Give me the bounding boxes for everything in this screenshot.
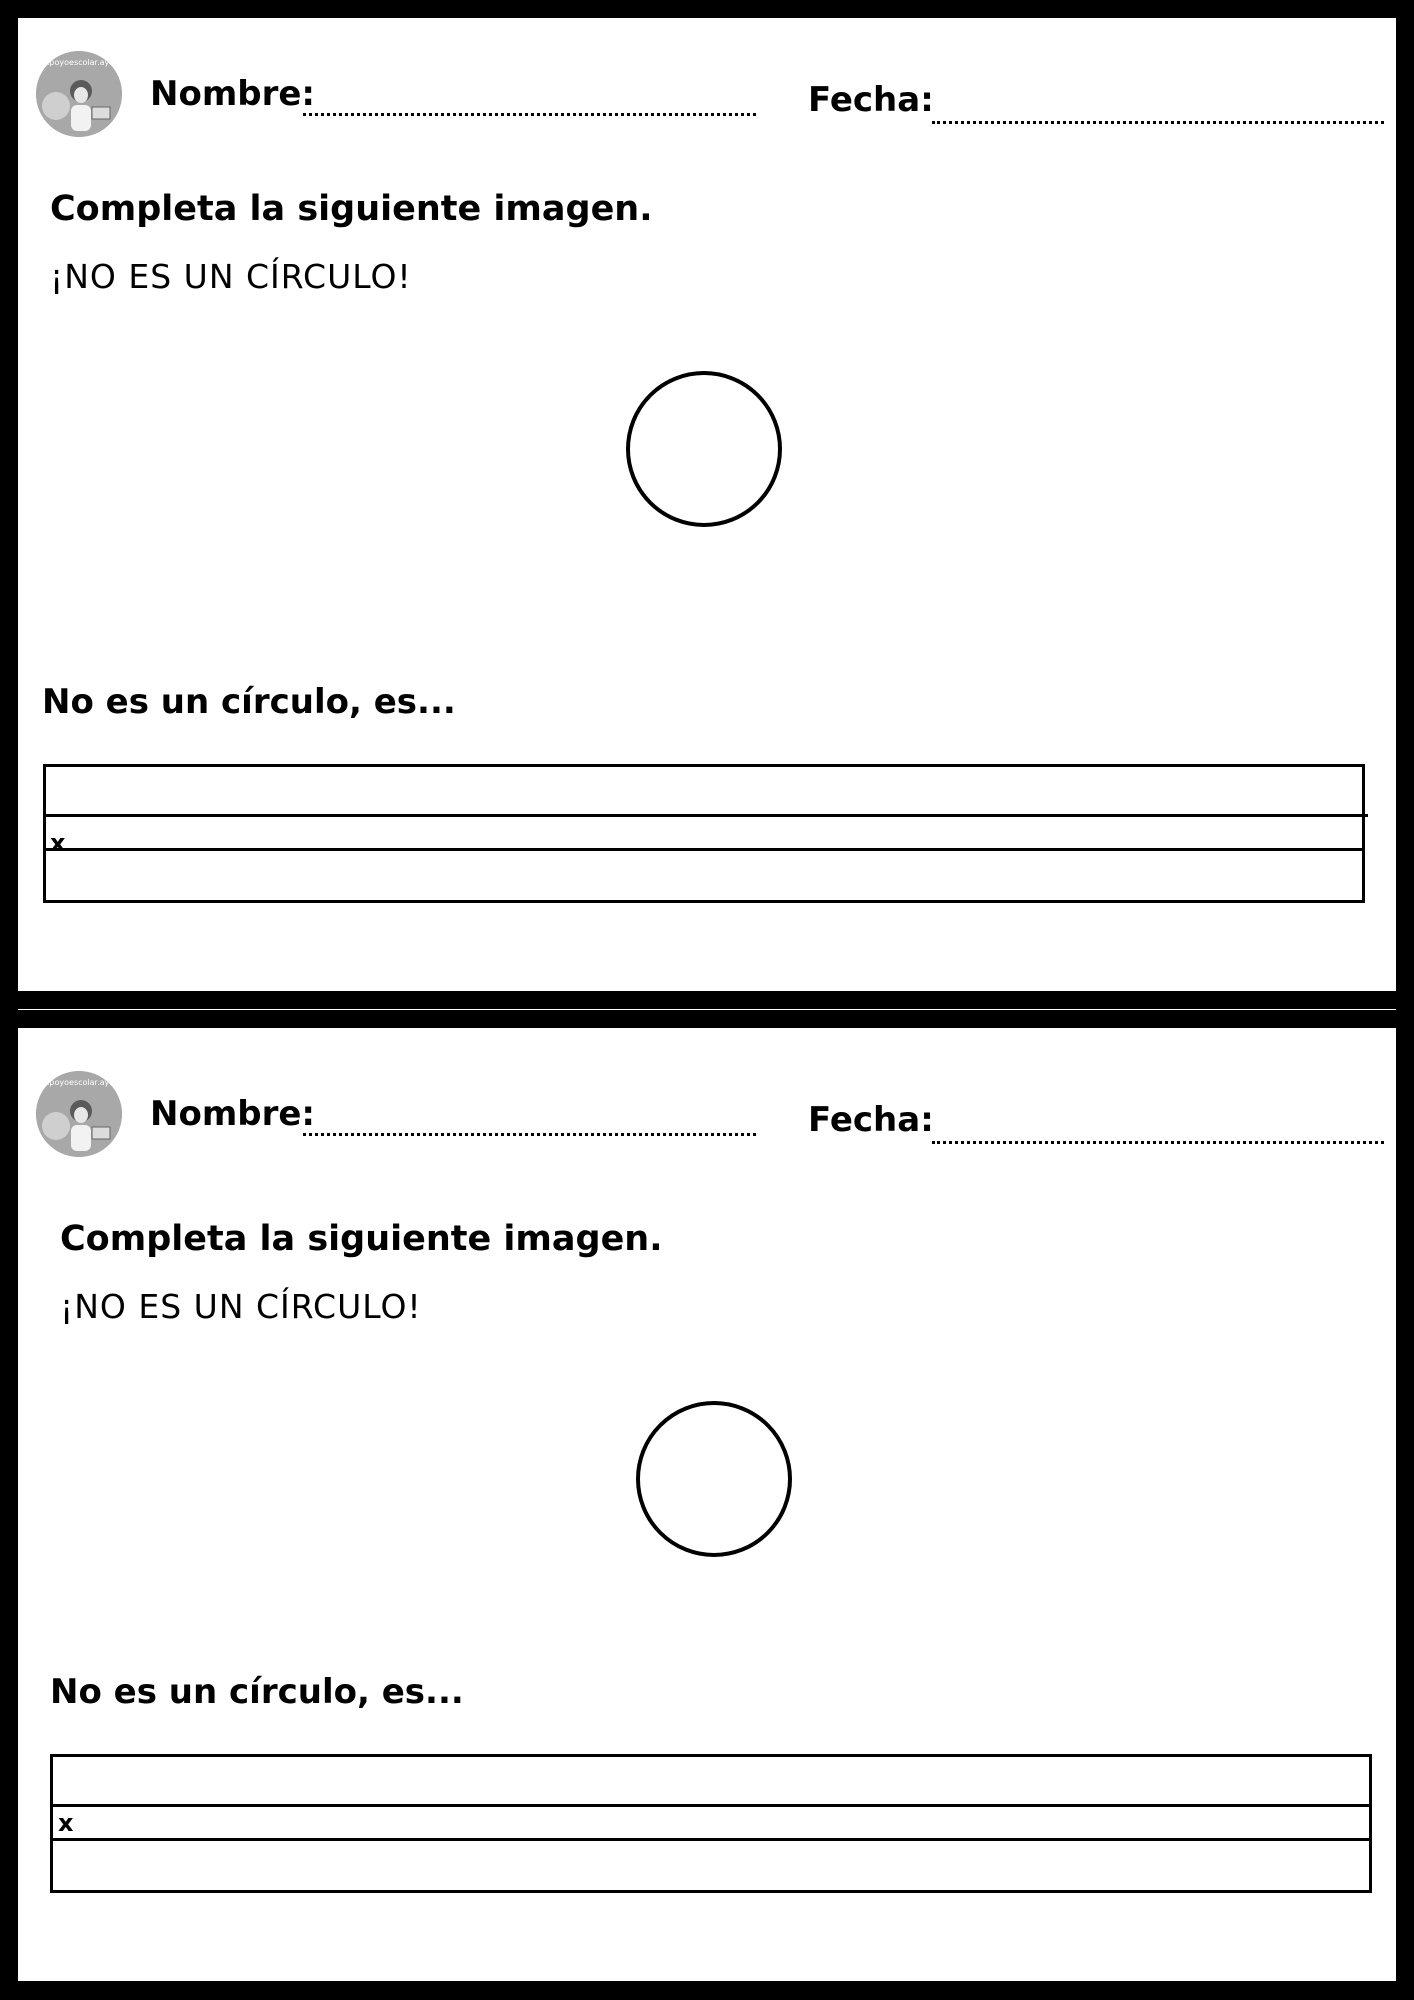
author-logo (36, 1071, 122, 1157)
writing-guide-line-top (43, 814, 1368, 817)
fecha-label: Fecha: (808, 1100, 934, 1140)
nombre-field[interactable] (303, 113, 756, 116)
answer-writing-box[interactable] (43, 764, 1365, 903)
fecha-field[interactable] (932, 121, 1384, 124)
answer-writing-box[interactable] (50, 1754, 1372, 1893)
nombre-label: Nombre: (150, 1094, 316, 1134)
nombre-label: Nombre: (150, 74, 316, 114)
warning-text: ¡NO ES UN CÍRCULO! (50, 257, 412, 296)
author-logo (36, 51, 122, 137)
incomplete-figure-circle (626, 371, 782, 527)
worksheet-1 (18, 18, 1396, 991)
instruction-text: Completa la siguiente imagen. (50, 189, 653, 229)
svg-text:@apoyoescolar.aylen: @apoyoescolar.aylen (36, 1078, 122, 1087)
svg-text:@apoyoescolar.aylen: @apoyoescolar.aylen (36, 58, 122, 67)
fecha-label: Fecha: (808, 80, 934, 120)
question-text: No es un círculo, es... (50, 1672, 464, 1712)
writing-guide-line-middle (50, 1838, 1372, 1841)
worksheet-2 (18, 1028, 1396, 1981)
writing-guide-line-top (50, 1804, 1372, 1807)
warning-text: ¡NO ES UN CÍRCULO! (60, 1287, 422, 1326)
incomplete-figure-circle (636, 1401, 792, 1557)
page-separator (18, 1009, 1396, 1010)
start-mark: x (50, 829, 66, 857)
start-mark: x (58, 1809, 74, 1837)
question-text: No es un círculo, es... (42, 682, 456, 722)
fecha-field[interactable] (932, 1141, 1384, 1144)
writing-guide-line-middle (43, 848, 1365, 851)
instruction-text: Completa la siguiente imagen. (60, 1219, 663, 1259)
nombre-field[interactable] (303, 1133, 756, 1136)
